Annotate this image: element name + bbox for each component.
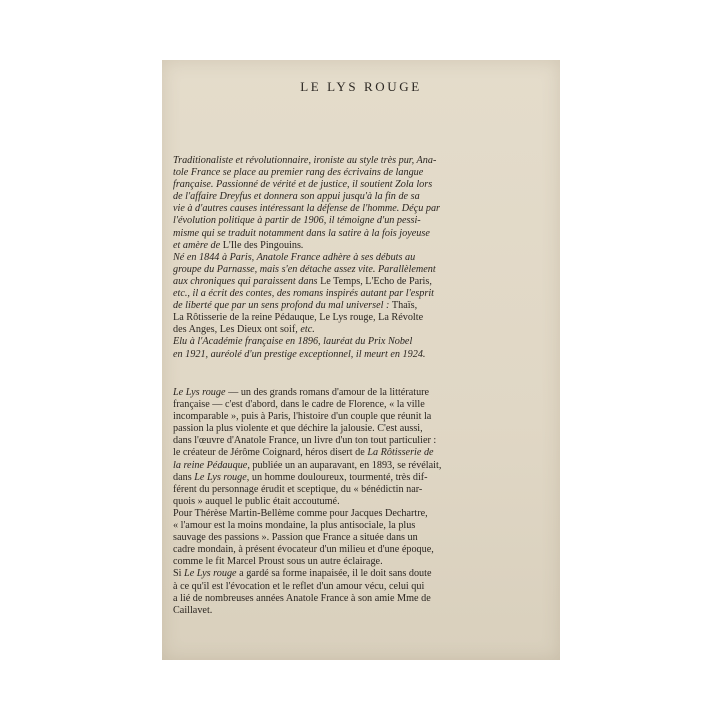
text-run: , bbox=[314, 312, 320, 324]
text-run: , un homme douloureux, tourmenté, très dif- bbox=[246, 471, 428, 483]
text-run: en 1921, auréolé d'un prestige exceptionnel, il meurt en 1924. bbox=[173, 348, 426, 360]
text-run: française. Passionné de vérité et de justice, il soutient Zola lors bbox=[173, 179, 433, 191]
text-line bbox=[173, 203, 533, 215]
text-line bbox=[173, 399, 533, 411]
text-run: comme le fit Marcel Proust sous un autre éclairage. bbox=[173, 556, 383, 568]
text-line bbox=[173, 581, 533, 593]
page-title: LE LYS ROUGE bbox=[300, 79, 422, 94]
text-line bbox=[173, 240, 533, 252]
upright-title: des Anges bbox=[173, 324, 215, 336]
upright-title: Les Dieux ont soif bbox=[219, 324, 296, 336]
text-line bbox=[173, 264, 533, 276]
text-run: vie à d'autres causes intéressant la défense de l'homme. Déçu par bbox=[173, 203, 441, 215]
text-line bbox=[173, 324, 533, 336]
upright-title: L'Ile des Pingouins bbox=[222, 239, 301, 251]
text-run: , bbox=[429, 275, 432, 287]
text-line bbox=[173, 484, 533, 496]
text-run: Traditionaliste et révolutionnaire, ironiste au style très pur, Ana- bbox=[173, 155, 437, 166]
text-run: « l'amour est la moins mondaine, la plus antisociale, la plus bbox=[173, 520, 416, 532]
text-line bbox=[173, 349, 533, 361]
text-line bbox=[173, 447, 533, 459]
text-run: Elu à l'Académie française en 1896, lauréat du Prix Nobel bbox=[173, 336, 413, 348]
text-line bbox=[173, 276, 533, 288]
text-run: de liberté que par un sens profond du mal universel : bbox=[173, 300, 392, 312]
italic-title: Le Lys rouge bbox=[184, 568, 237, 580]
text-run: , bbox=[373, 312, 379, 324]
text-line bbox=[173, 179, 533, 191]
text-run: Né en 1844 à Paris, Anatole France adhère à ses débuts au bbox=[173, 251, 416, 263]
text-line bbox=[173, 167, 533, 179]
text-line bbox=[173, 472, 533, 484]
text-run: , bbox=[360, 275, 366, 287]
text-run: . bbox=[300, 239, 304, 251]
text-run: tole France se place au premier rang des écrivains de langue bbox=[173, 167, 424, 179]
text-run: a gardé sa forme inapaisée, il le doit sans doute bbox=[236, 568, 432, 580]
text-line bbox=[173, 215, 533, 227]
text-line bbox=[173, 191, 533, 203]
text-line bbox=[173, 411, 533, 423]
text-run: de l'affaire Dreyfus et donnera son appui jusqu'à la fin de sa bbox=[173, 191, 420, 203]
text-line bbox=[173, 387, 533, 399]
upright-title: L'Echo de Paris bbox=[365, 275, 430, 287]
italic-title: la reine Pédauque bbox=[173, 459, 248, 471]
text-line bbox=[173, 300, 533, 312]
text-line bbox=[173, 593, 533, 605]
text-line bbox=[173, 496, 533, 508]
upright-title: Le Temps bbox=[320, 275, 361, 287]
upright-title: Le Lys rouge bbox=[319, 312, 374, 324]
text-run: le créateur de Jérôme Coignard, héros disert de bbox=[173, 447, 368, 459]
author-biography bbox=[173, 155, 533, 361]
text-run: passion la plus violente et que déchire la jalousie. C'est aussi, bbox=[173, 423, 423, 435]
text-line bbox=[173, 252, 533, 264]
text-run: , publiée un an auparavant, en 1893, se révélait, bbox=[247, 459, 442, 471]
text-line bbox=[173, 520, 533, 532]
text-run: Si bbox=[173, 568, 185, 580]
text-run: cadre mondain, à présent évocateur d'un milieu et d'une époque, bbox=[173, 544, 434, 556]
text-line bbox=[173, 605, 533, 617]
text-line bbox=[173, 155, 533, 167]
text-run: sauvage des passions ». Passion que France a située dans un bbox=[173, 532, 418, 544]
text-line bbox=[173, 556, 533, 568]
text-run: a lié de nombreuses années Anatole France à son amie Mme de bbox=[173, 592, 431, 604]
text-run: , etc. bbox=[295, 324, 315, 336]
italic-title: Le Lys rouge bbox=[194, 471, 247, 483]
text-run: groupe du Parnasse, mais s'en détache assez vite. Parallèlement bbox=[173, 263, 436, 275]
text-run: férent du personnage érudit et sceptique, du « bénédictin nar- bbox=[173, 483, 423, 495]
text-run: Caillavet. bbox=[173, 604, 213, 616]
biography-text bbox=[173, 155, 533, 361]
upright-title: La Révolte bbox=[378, 312, 424, 324]
text-run: et amère de bbox=[173, 239, 223, 251]
text-line bbox=[173, 312, 533, 324]
text-run: aux chroniques qui paraissent dans bbox=[173, 275, 321, 287]
text-line bbox=[173, 288, 533, 300]
text-run: , bbox=[414, 300, 418, 312]
text-run: Pour Thérèse Martin-Bellème comme pour Jacques Dechartre, bbox=[173, 507, 428, 519]
text-run: , bbox=[214, 324, 220, 336]
text-line bbox=[173, 336, 533, 348]
text-run: dans bbox=[173, 471, 195, 483]
text-run: — un des grands romans d'amour de la littérature bbox=[225, 387, 430, 398]
text-line bbox=[173, 228, 533, 240]
text-line bbox=[173, 423, 533, 435]
italic-title: La Rôtisserie de bbox=[367, 447, 434, 459]
text-run: quois » auquel le public était accoutumé. bbox=[173, 495, 340, 507]
description-text bbox=[173, 387, 533, 617]
upright-title: Thaïs bbox=[391, 300, 415, 312]
text-line bbox=[173, 508, 533, 520]
text-line bbox=[173, 435, 533, 447]
text-run: etc., il a écrit des contes, des romans inspirés autant par l'esprit bbox=[173, 288, 434, 300]
novel-description bbox=[173, 387, 533, 617]
upright-title: La Rôtisserie de la reine Pédauque bbox=[173, 312, 315, 324]
text-run: dans l'œuvre d'Anatole France, un livre d'un ton tout particulier : bbox=[173, 435, 437, 447]
text-line bbox=[173, 544, 533, 556]
text-run: incomparable », puis à Paris, l'histoire d'un couple que réunit la bbox=[173, 411, 432, 423]
text-line bbox=[173, 532, 533, 544]
text-line bbox=[173, 460, 533, 472]
text-run: misme qui se traduit notamment dans la satire à la fois joyeuse bbox=[173, 227, 430, 239]
text-line bbox=[173, 568, 533, 580]
book-page bbox=[162, 60, 560, 660]
text-run: française — c'est d'abord, dans le cadre de Florence, « la ville bbox=[173, 399, 425, 411]
italic-title: Le Lys rouge bbox=[173, 387, 226, 398]
text-run: l'évolution politique à partir de 1906, il témoigne d'un pessi- bbox=[173, 215, 421, 227]
text-run: à ce qu'il est l'évocation et le reflet d'un amour vécu, celui qui bbox=[173, 580, 425, 592]
